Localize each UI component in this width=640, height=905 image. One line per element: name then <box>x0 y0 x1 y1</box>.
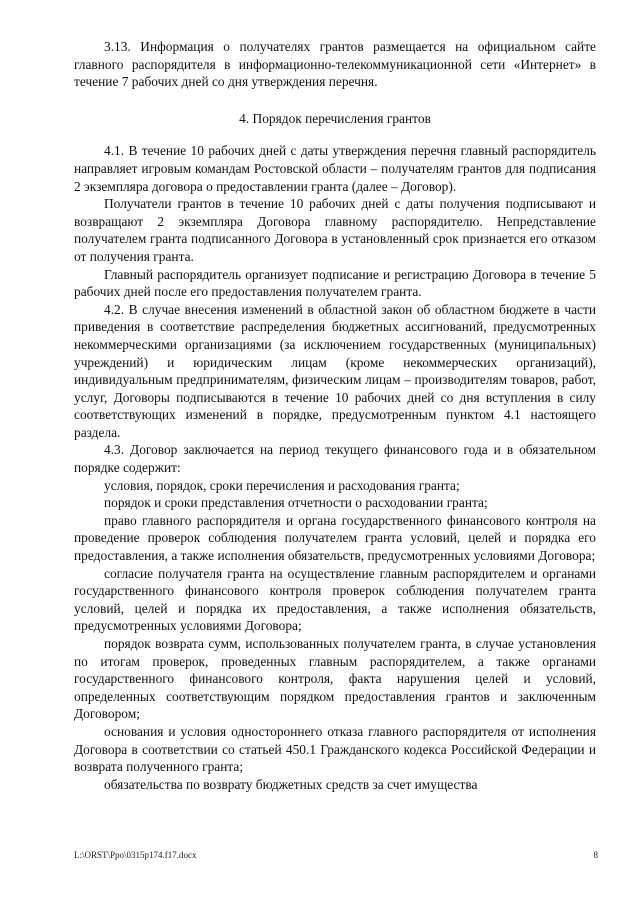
document-body <box>74 38 596 793</box>
section-heading: 4. Порядок перечисления грантов <box>239 110 431 126</box>
paragraph-4-2: 4.2. В случае внесения изменений в областной закон об областном бюджете в части приведения в соответствие распределения бюджетных ассигнований, предусмотренных некоммерческими организациями (за исключением государственных (муниципальных) учреждений) и юридическим лицам (кроме некоммерческих организаций), индивидуальным предпринимателям, физическим лицам – производителям товаров, работ, услуг, Договоры подписываются в течение 10 рабочих дней со дня вступления в силу соответствующих изменений в порядке, предусмотренным пунктом 4.1 настоящего раздела. <box>74 301 596 440</box>
list-item-obligations: обязательства по возврату бюджетных средств за счет имущества <box>104 776 478 792</box>
paragraph-recipients-sign: Получатели грантов в течение 10 рабочих дней с даты получения подписывают и возвращают 2 экземпляра Договора главному распорядителю. Непредставление получателем гранта подписанного Договора в установленный срок признается его отказом от получения гранта. <box>74 196 596 264</box>
paragraph-3-13: 3.13. Информация о получателях грантов размещается на официальном сайте главного распорядителя в информационно-телекоммуникационной сети «Интернет» в течение 7 рабочих дней со дня утверждения перечня. <box>74 39 596 90</box>
paragraph-registration: Главный распорядитель организует подписание и регистрацию Договора в течение 5 рабочих дней после его предоставления получателем гранта. <box>74 266 596 300</box>
page-number: 8 <box>593 850 598 860</box>
list-item-conditions: условия, порядок, сроки перечисления и расходования гранта; <box>104 477 460 493</box>
page-footer <box>74 850 598 860</box>
paragraph-4-1: 4.1. В течение 10 рабочих дней с даты утверждения перечня главный распорядитель направляет игровым командам Ростовской области – получателям грантов для подписания 2 экземпляра договора о предоставлении гранта (далее – Договор). <box>74 143 596 194</box>
list-item-consent: согласие получателя гранта на осуществление главным распорядителем и органами государственного финансового контроля проверок соблюдения получателем гранта условий, целей и порядка их предоставления, а также исполнения обязательств, предусмотренных условиями Договора; <box>74 565 596 634</box>
list-item-unilateral-refusal: основания и условия одностороннего отказа главного распорядителя от исполнения Договора в соответствии со статьей 450.1 Гражданского кодекса Российской Федерации и возврата полученного гранта; <box>74 723 596 775</box>
list-item-refund-procedure: порядок возврата сумм, использованных получателем гранта, в случае установления по итогам проверок, проведенных главным распорядителем, а также органами государственного финансового контроля, факта нарушения целей и условий, определенных соответствующим порядком предоставления грантов и заключенным Договором; <box>74 636 596 722</box>
list-item-inspection-right: право главного распорядителя и органа государственного финансового контроля на проведение проверок соблюдения получателем гранта условий, целей и порядка его предоставления, а также исполнения обязательств, предусмотренных условиями Договора; <box>74 512 596 564</box>
paragraph-4-3: 4.3. Договор заключается на период текущего финансового года и в обязательном порядке содержит: <box>74 442 596 476</box>
list-item-reporting: порядок и сроки представления отчетности о расходовании гранта; <box>104 495 488 511</box>
file-path: L:\ORST\Ppo\0315p174.f17.docx <box>74 850 197 860</box>
